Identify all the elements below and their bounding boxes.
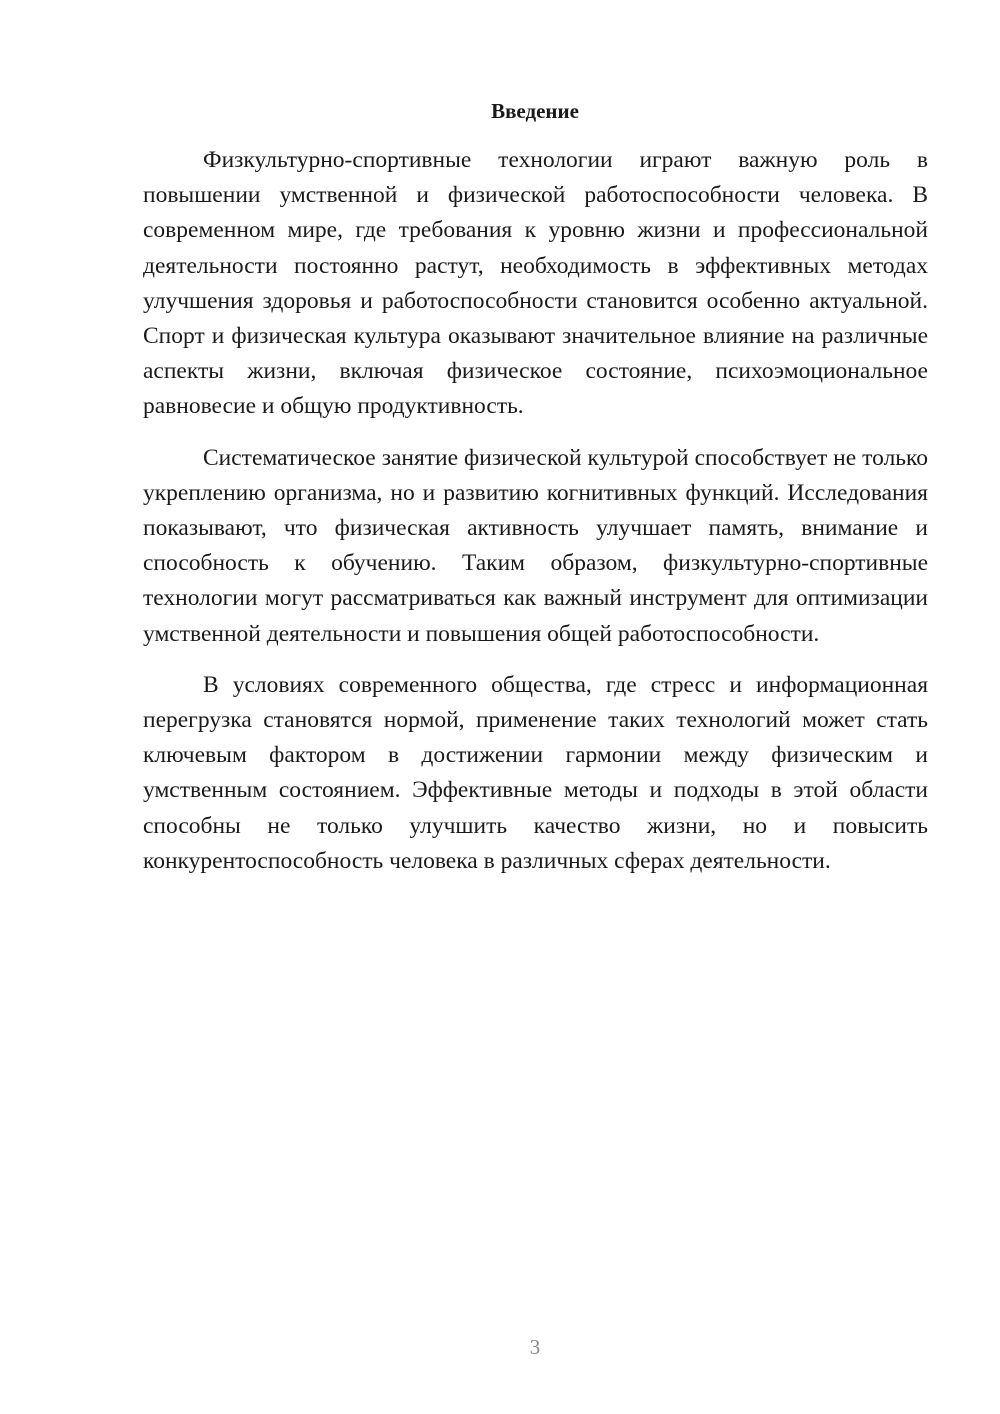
paragraph-2: Систематическое занятие физической культурой способствует не только укреплению организма, но и развитию когнитивных функций. Исследования показывают, что физическая активность улучшает память, внимание и способность к обучению. Таким образом, физкультурно-спортивные технологии могут рассматриваться как важный инструмент для оптимизации умственной деятельности и повышения общей работоспособности.: [143, 444, 928, 647]
paragraph-3: В условиях современного общества, где стресс и информационная перегрузка становятся нормой, применение таких технологий может стать ключевым фактором в достижении гармонии между физическим и умственным состоянием. Эффективные методы и подходы в этой области способны не только улучшить качество жизни, но и повысить конкурентоспособность человека в различных сферах деятельности.: [143, 671, 928, 874]
body-text: [143, 143, 928, 879]
page-number: 3: [529, 1335, 541, 1359]
paragraph-1: Физкультурно-спортивные технологии играют важную роль в повышении умственной и физической работоспособности человека. В современном мире, где требования к уровню жизни и профессиональной деятельности постоянно растут, необходимость в эффективных методах улучшения здоровья и работоспособности становится особенно актуальной. Спорт и физическая культура оказывают значительное влияние на различные аспекты жизни, включая физическое состояние, психоэмоциональное равновесие и общую продуктивность.: [143, 147, 928, 420]
section-heading: Введение: [491, 99, 579, 123]
